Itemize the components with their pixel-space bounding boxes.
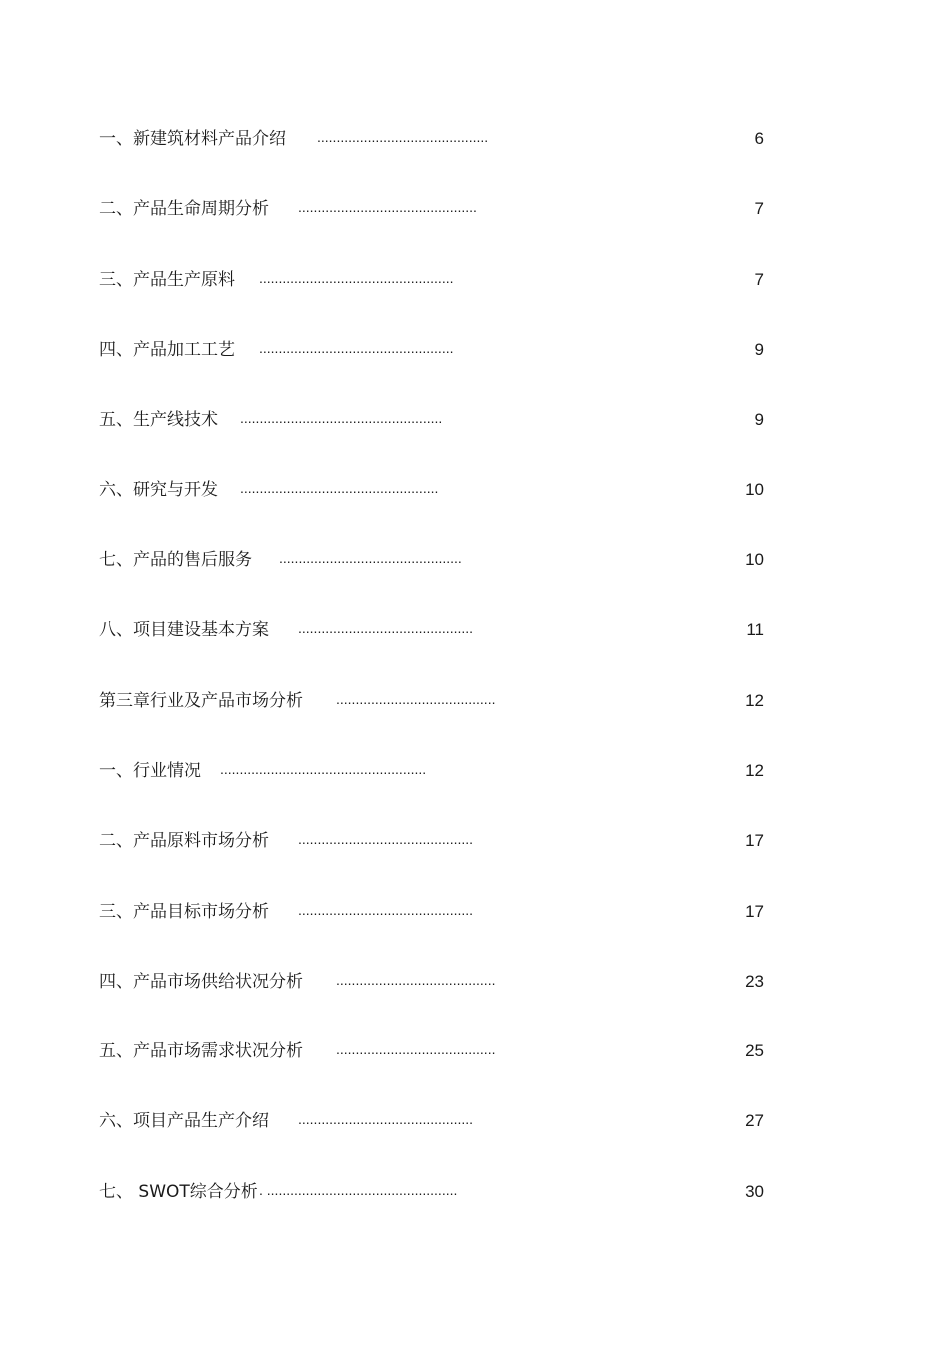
toc-dot-leader: ......................................... bbox=[336, 1041, 496, 1057]
toc-page-number: 25 bbox=[745, 1041, 764, 1060]
toc-entry bbox=[99, 548, 764, 572]
toc-dot-leader: ............................................. bbox=[298, 902, 474, 918]
toc-page-number: 12 bbox=[745, 691, 764, 710]
toc-entry bbox=[99, 618, 764, 642]
toc-entry-title: 四、产品市场供给状况分析 bbox=[99, 972, 303, 992]
toc-entry bbox=[99, 197, 764, 221]
toc-page-number: 10 bbox=[745, 550, 764, 569]
toc-dot-leader: ............................................... bbox=[279, 550, 462, 566]
toc-page-number: 17 bbox=[745, 902, 764, 921]
toc-dot-leader: ......................................... bbox=[336, 972, 496, 988]
toc-entry-title: 六、研究与开发 bbox=[99, 480, 218, 500]
toc-entry-title: 八、项目建设基本方案 bbox=[99, 620, 269, 640]
toc-entry-title: 二、产品原料市场分析 bbox=[99, 831, 269, 851]
toc-dot-leader: .............................................. bbox=[298, 199, 477, 215]
toc-entry-title: 第三章行业及产品市场分析 bbox=[99, 691, 303, 711]
toc-dot-leader: ............................................. bbox=[298, 620, 474, 636]
toc-entry bbox=[99, 268, 764, 292]
toc-entry bbox=[99, 127, 764, 151]
toc-entry-title: 七、 SWOT综合分析 bbox=[99, 1182, 258, 1202]
toc-page-number: 23 bbox=[745, 972, 764, 991]
toc-page-number: 9 bbox=[754, 410, 764, 429]
toc-page-number: 6 bbox=[754, 129, 764, 148]
toc-entry-title: 七、产品的售后服务 bbox=[99, 550, 252, 570]
toc-dot-leader: .................................................. bbox=[259, 340, 454, 356]
toc-dot-leader: ............................................ bbox=[317, 129, 489, 145]
toc-dot-leader: ................................................... bbox=[240, 480, 439, 496]
toc-entry-title: 三、产品目标市场分析 bbox=[99, 902, 269, 922]
toc-entry-title: 四、产品加工工艺 bbox=[99, 340, 235, 360]
toc-entry bbox=[99, 408, 764, 432]
toc-entry bbox=[99, 970, 764, 994]
toc-entry bbox=[99, 478, 764, 502]
toc-page-number: 30 bbox=[745, 1182, 764, 1201]
toc-page-number: 7 bbox=[754, 199, 764, 218]
toc-page-number: 11 bbox=[746, 620, 764, 639]
toc-entry-title: 二、产品生命周期分析 bbox=[99, 199, 269, 219]
toc-page-number: 17 bbox=[745, 831, 764, 850]
toc-page-number: 9 bbox=[754, 340, 764, 359]
toc-entry bbox=[99, 900, 764, 924]
toc-page-number: 10 bbox=[745, 480, 764, 499]
toc-dot-leader: . ................................................. bbox=[259, 1182, 458, 1198]
toc-entry bbox=[99, 1109, 764, 1133]
toc-entry-title: 三、产品生产原料 bbox=[99, 270, 235, 290]
toc-page-number: 27 bbox=[745, 1111, 764, 1130]
toc-entry bbox=[99, 1039, 764, 1063]
toc-entry-title: 一、行业情况 bbox=[99, 761, 201, 781]
toc-dot-leader: ..................................................... bbox=[220, 761, 427, 777]
toc-entry bbox=[99, 338, 764, 362]
toc-entry-title: 五、产品市场需求状况分析 bbox=[99, 1041, 303, 1061]
toc-dot-leader: ............................................. bbox=[298, 831, 474, 847]
toc-dot-leader: .................................................. bbox=[259, 270, 454, 286]
toc-page-number: 12 bbox=[745, 761, 764, 780]
toc-entry bbox=[99, 1180, 764, 1204]
toc-entry bbox=[99, 759, 764, 783]
toc-page-number: 7 bbox=[754, 270, 764, 289]
toc-entry-title: 六、项目产品生产介绍 bbox=[99, 1111, 269, 1131]
toc-dot-leader: ......................................... bbox=[336, 691, 496, 707]
toc-dot-leader: .................................................... bbox=[240, 410, 443, 426]
toc-entry-title: 五、生产线技术 bbox=[99, 410, 218, 430]
toc-entry bbox=[99, 689, 764, 713]
toc-dot-leader: ............................................. bbox=[298, 1111, 474, 1127]
toc-entry-title: 一、新建筑材料产品介绍 bbox=[99, 129, 286, 149]
toc-entry bbox=[99, 829, 764, 853]
